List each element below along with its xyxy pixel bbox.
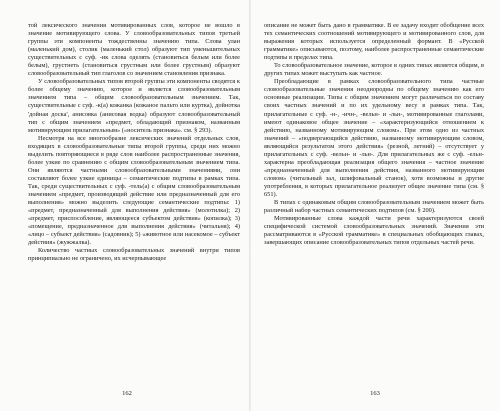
page-number: 162 [122, 390, 132, 397]
left-page-text [28, 22, 240, 263]
paragraph: В типах с одинаковым общим словообразовательным значением может быть различный набор частных семантических подтипов (см. § 200). [264, 199, 484, 215]
right-page [250, 0, 500, 411]
paragraph: Преобладающие в рамках словообразовательного типа частные словообразовательные значения неоднородны по общему значению как его основные реализации. Типы с общим значением могут различаться по составу своих частных значений и по их удельному весу в рамках типа. Так, прилагательные с суф. -н-, -ичн-, -вельн- и -льн-, мотивированные глаголами, имеют одинаковое общее значение – «характеризующийся отношением к действию, названному мотивирующим словом». При этом одно из частных значений – «подвергающийся действию, названному мотивирующим словом, являющийся результатом этого действия» (резной, летний) – отсутствует у прилагательных с суф. -вельн- и -льн-. Для прилагательных же с суф. -ельн- характерна преобладающая реализация общего значения – частное значение «предназначенный для выполнения действия, названного мотивирующим словом» (читальный зал, шлифовальный станок), хотя возможны и другие употребления, в которых прилагательное реализует общее значение типа (см. § 651). [264, 78, 484, 198]
page-number: 163 [370, 390, 380, 397]
paragraph: У словообразовательных типов второй группы эти компоненты сводятся к более общему значению, которое и является словообразовательным значением типа – общим словообразовательным значением. Так, существительные с суф. -к(а) кожанка (кожаное пальто или куртка), дойнотка 'дойная доска', анисовка (анисовая водка) образуют словообразовательный тип с общим значением «предмет, обладающий признаком, названным мотивирующим прилагательным» («носитель признака». см. § 293). [28, 78, 240, 134]
paragraph: Несмотря на все многообразие лексических значений отдельных слов, входящих в словообразовательные типы второй группы, среди них можно выделить повторяющиеся в ряде слов наиболее распространенные значения, более узкие по сравнению с общим словообразовательным значением типа. Они являются частными словообразовательными значениями, они составляют более узкие единицы – семантические подтипы в рамках типа. Так, среди существительных с суф. -тель(а) с общим словообразовательным значением «предмет, производящий действие или предназначенный для его выполнения» можно выделить следующие семантические подтипы: 1) «предмет, предназначенный для выполнения действия» (молотилка); 2) «предмет, приспособление, являющееся субъектом действия» (копилка); 3) «помещение, предназначенное для выполнения действия» (читальня); 4) «лицо – субъект действия» (садовник); 5) «животное или насекомое – субъект действия» (жужжалка). [28, 134, 240, 247]
paragraph: Количество частных словообразовательных значений внутри типов принципиально не ограничено, их исчерпывающее [28, 247, 240, 263]
paragraph: той лексического значения мотивированных слов, которое не вошло в значение мотивирующего слова. У словообразовательных типов третьей группы эти компоненты тождественны значению типа. Слова улан (маленький дом), столик (маленький стол) образуют тип уменьшительных существительных с суф. -ик слова оделять (становиться белым или более белым), грустнеть (становиться грустным или более грустным) образуют словообразовательный тип глаголов со значением становления признака. [28, 22, 240, 78]
paragraph: Мотивированные слова каждой части речи характеризуются своей специфической системой словообразовательных значений. Значения эти рассматриваются в «Русской грамматике» в специальных обобщающих главах, завершающих описание словообразовательных типов отдельных частей речи. [264, 215, 484, 247]
paragraph: описание не может быть дано в грамматике. В ее задачу входит обобщение всех тех семантических соотношений мотивирующего и мотивированного слов, для выражения которых используется определенный формант. В «Русской грамматике» описываются, поэтому, наиболее распространенные семантические подтипы в пределах типа. [264, 22, 484, 62]
paragraph: То словообразовательное значение, которое в одних типах является общим, в других типах может выступать как частное. [264, 62, 484, 78]
right-page-text [264, 22, 484, 247]
